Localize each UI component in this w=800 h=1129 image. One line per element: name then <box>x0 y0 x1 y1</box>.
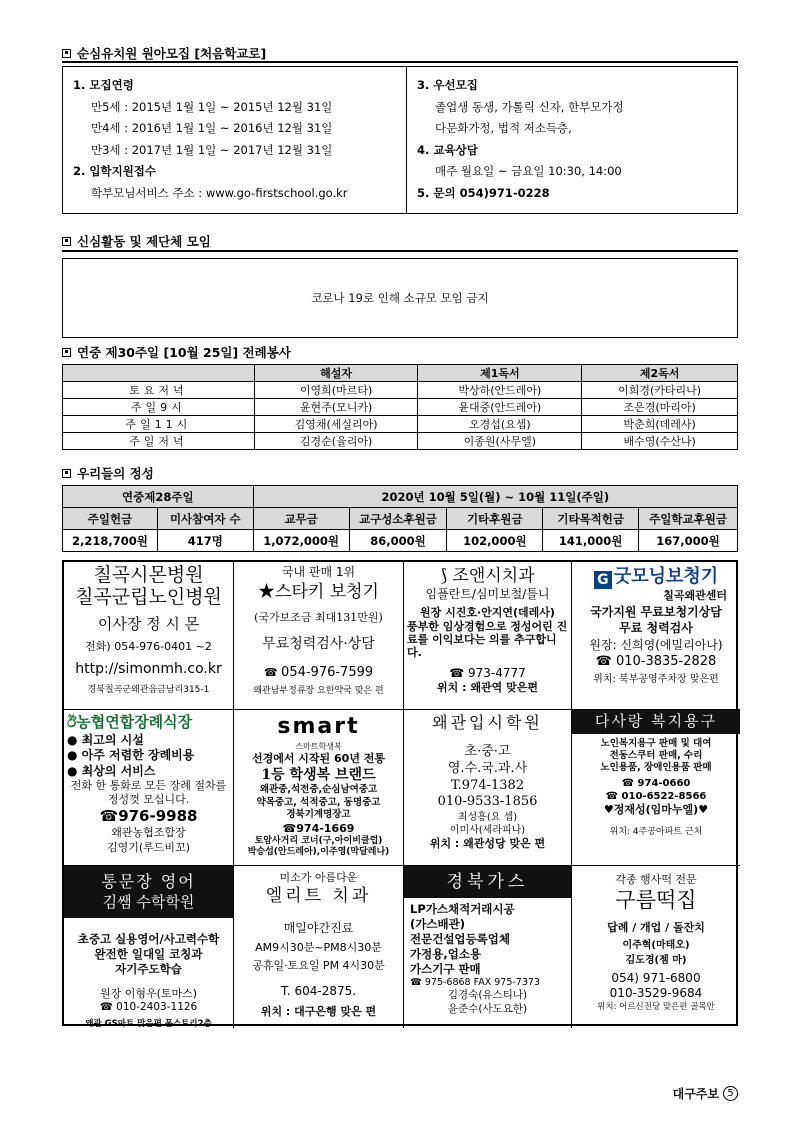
recruit-line: 4. 교육상담 <box>417 142 478 157</box>
recruit-section-title: 순심유치원 원아모집 [처음학교로] <box>62 44 266 62</box>
recruit-line: 만5세 : 2015년 1월 1일 ~ 2015년 12월 31일 <box>91 99 333 114</box>
ad-english-math-academy: 통문장 영어 김쌤 수학학원 초중고 실용영어/사고력수학 완전한 일대일 코칭과 자기주도학습 원장 이형우(토마스) ☎ 010-2403-1126 왜관 GS마트 맞은편 폰스토리2층 <box>64 866 234 1028</box>
service-header-cell: 제2독서 <box>582 365 738 382</box>
offering-column-cell: 기타후원금 <box>447 508 543 530</box>
service-name-cell: 윤현주(모니카) <box>254 399 418 416</box>
ad-simon-hospital: 칠곡시몬병원 칠곡군립노인병원 이사장 정 시 몬 전화) 054-976-0401 ~2 http://simonmh.co.kr 경북칠곡군왜관읍금남리315-1 <box>64 562 234 710</box>
offering-column-cell: 교무금 <box>253 508 349 530</box>
phone-icon: ☎ <box>282 821 297 835</box>
offering-column-row <box>63 508 738 530</box>
offering-value-cell: 141,000원 <box>543 530 639 552</box>
recruit-line: 5. 문의 054)971-0228 <box>417 185 550 200</box>
service-time-cell: 주일11시 <box>63 416 255 433</box>
table-row <box>63 433 738 450</box>
square-bullet-icon <box>62 237 71 246</box>
offering-value-row <box>63 530 738 552</box>
service-section-title: 연중 제30주일 [10월 25일] 전례봉사 <box>62 343 291 361</box>
tooth-icon: ⟆ <box>440 566 453 586</box>
ad-starkey-hearing: 국내 판매 1위 ★스타키 보청기 (국가보조금 최대131만원) 무료청력검사·상담 ☎ 054-976-7599 왜관남부정류장 요한약국 맞은 편 <box>234 562 404 710</box>
offering-column-cell: 주일헌금 <box>63 508 158 530</box>
page-footer: 대구주보 5 <box>673 1085 738 1102</box>
ad-elite-dental: 미소가 아름다운 엘리트 치과 매일야간진료 AM9시30분~PM8시30분 공휴일·토요일 PM 4시30분 T. 604-2875. 위치 : 대구은행 맞은 편 <box>234 866 404 1028</box>
goodmorning-logo-icon: G <box>594 571 612 589</box>
table-row <box>63 416 738 433</box>
phone-icon: ☎ <box>449 665 468 680</box>
divider <box>62 61 738 63</box>
phone-icon: ☎ <box>605 790 622 802</box>
smart-logo: smart <box>277 714 360 739</box>
service-header-cell <box>63 365 255 382</box>
recruit-line: 만4세 : 2016년 1월 1일 ~ 2016년 12월 31일 <box>91 121 333 135</box>
page-number: 5 <box>723 1086 738 1101</box>
phone-icon: ☎ <box>621 777 638 789</box>
service-name-cell: 박상하(안드레아) <box>418 382 582 399</box>
phone-icon: ☎ <box>410 976 425 988</box>
offering-value-cell: 2,218,700원 <box>63 530 158 552</box>
ad-dasarang-welfare: 다사랑 복지용구 노인복지용구 판매 및 대여 전동스쿠터 판매, 수리 노인용품, 장애인용품 판매 ☎ 974-0660 ☎ 010-6522-8566 ♥정재성(임마누엘)♥ 위치: 4주공아파트 근처 <box>572 710 740 866</box>
offering-value-cell: 417명 <box>157 530 253 552</box>
square-bullet-icon <box>62 469 71 478</box>
service-name-cell: 이영희(마르타) <box>254 382 418 399</box>
service-time-cell: 토요저녁 <box>63 382 255 399</box>
service-header-cell: 제1독서 <box>418 365 582 382</box>
recruit-line: 2. 입학지원접수 <box>73 164 157 178</box>
recruit-box <box>62 66 738 214</box>
recruit-line: 3. 우선모집 <box>417 78 478 92</box>
offering-left-header: 연중제28주일 <box>63 486 254 508</box>
phone-icon: ☎ <box>263 666 282 680</box>
ad-goodmorning-hearing: G 굿모닝보청기 칠곡왜관센터 국가지원 무료보청기상담 무료 청력검사 원장: 신희영(에밀리아나) ☎ 010-3835-2828 위치: 북부공영주차장 맞은편 <box>572 562 740 710</box>
nonghyup-logo-icon: ඊ <box>67 713 77 731</box>
recruit-right-column <box>407 67 737 213</box>
service-name-cell: 배수영(수산나) <box>582 433 738 450</box>
ad-joan-dental: ⟆ 조앤시치과 임플란트/심미보철/틀니 원장 시진호·안지연(데레사) 풍부한 임상경험으로 정성어린 진료를 이익보다는 의를 추구합니다. ☎ 973-4777 위치 : 왜관역 맞은편 <box>404 562 572 710</box>
recruit-line: 학부모님서비스 주소 : www.go-firstschool.go.kr <box>91 185 348 200</box>
ad-gyeongbuk-gas: 경북가스 LP가스채적거래시공 (가스배관) 전문건설업등록업체 가정용,업소용 가스기구 판매 ☎ 975-6868 FAX 975-7373 김경숙(유스티나) 윤준수(사도요한) <box>404 866 572 1028</box>
service-name-cell: 김경순(율리아) <box>254 433 418 450</box>
service-time-cell: 주일저녁 <box>63 433 255 450</box>
offering-value-cell: 86,000원 <box>349 530 447 552</box>
table-row <box>63 399 738 416</box>
service-name-cell: 김영채(세실리아) <box>254 416 418 433</box>
offering-column-cell: 미사참여자 수 <box>157 508 253 530</box>
recruit-left-column <box>63 67 407 213</box>
ad-waegwan-academy: 왜관입시학원 초·중·고 영.수.국.과.사 T.974-1382 010-9533-1856 최성흥(요 셉) 이미사(세라피나) 위치 : 왜관성당 맞은 편 <box>404 710 572 866</box>
offering-right-header: 2020년 10월 5일(월) ~ 10월 11일(주일) <box>253 486 737 508</box>
service-time-cell: 주일9시 <box>63 399 255 416</box>
ad-gureum-ricecake: 각종 행사떡 전문 구름떡집 답례 / 개업 / 돌잔치 이주혁(마태오) 김도경(젬 마) 054) 971-6800 010-3529-9684 위치: 어르신전당 맞은편 골목안 <box>597 873 715 1013</box>
ad-smart-uniform: smart 스마트학생복 선경에서 시작된 60년 전통 1등 학생복 브랜드 왜관중,석전중,순심남여중고 약목중고, 석적중고, 동명중고 경북기계명장고 ☎974-1669 토암사거리 코너(구,아이비클럽) 박승섭(안드레아),이주영(막달레나) <box>234 710 404 866</box>
offering-section-title: 우리들의 정성 <box>62 464 154 482</box>
recruit-line: 1. 모집연령 <box>73 78 134 92</box>
service-header-row <box>63 365 738 382</box>
table-row <box>63 382 738 399</box>
recruit-line: 졸업생 동생, 가톨릭 신자, 한부모가정 <box>435 99 624 114</box>
service-name-cell: 박춘희(데레사) <box>582 416 738 433</box>
recruit-line: 만3세 : 2017년 1월 1일 ~ 2017년 12월 31일 <box>91 142 333 157</box>
offering-table <box>62 485 738 552</box>
ads-grid <box>62 560 738 1026</box>
phone-icon: ☎ <box>99 806 119 825</box>
service-name-cell: 윤대중(안드레아) <box>418 399 582 416</box>
service-name-cell: 이희경(카타리나) <box>582 382 738 399</box>
service-table <box>62 364 738 450</box>
square-bullet-icon <box>62 348 71 357</box>
phone-icon: ☎ <box>595 654 616 670</box>
offering-column-cell: 기타목적헌금 <box>543 508 639 530</box>
offering-column-cell: 주일학교후원금 <box>639 508 738 530</box>
ad-nonghyup-funeral: ඊ농협연합장례식장 ● 최고의 시설 ● 아주 저렴한 장례비용 ● 최상의 서비스 전화 한 통화로 모든 장례 절차를 정성껏 모십니다. ☎976-9988 왜관농협조합장 김영기(루드비꼬) <box>64 710 234 866</box>
service-header-cell: 해설자 <box>254 365 418 382</box>
square-bullet-icon <box>62 49 71 58</box>
offering-value-cell: 102,000원 <box>447 530 543 552</box>
service-name-cell: 오경섭(요셉) <box>418 416 582 433</box>
service-name-cell: 조은경(마리아) <box>582 399 738 416</box>
phone-icon: ☎ <box>99 1001 117 1014</box>
offering-column-cell: 교구성소후원금 <box>349 508 447 530</box>
notice-box: 코로나 19로 인해 소규모 모임 금지 <box>62 258 738 338</box>
service-name-cell: 이종원(사무엘) <box>418 433 582 450</box>
recruit-line: 매주 월요일 ~ 금요일 10:30, 14:00 <box>435 164 622 178</box>
notice-section-title: 신심활동 및 제단체 모임 <box>62 232 211 250</box>
divider <box>62 250 738 252</box>
offering-value-cell: 1,072,000원 <box>253 530 349 552</box>
offering-value-cell: 167,000원 <box>639 530 738 552</box>
recruit-line: 다문화가정, 법적 저소득층, <box>435 121 572 135</box>
